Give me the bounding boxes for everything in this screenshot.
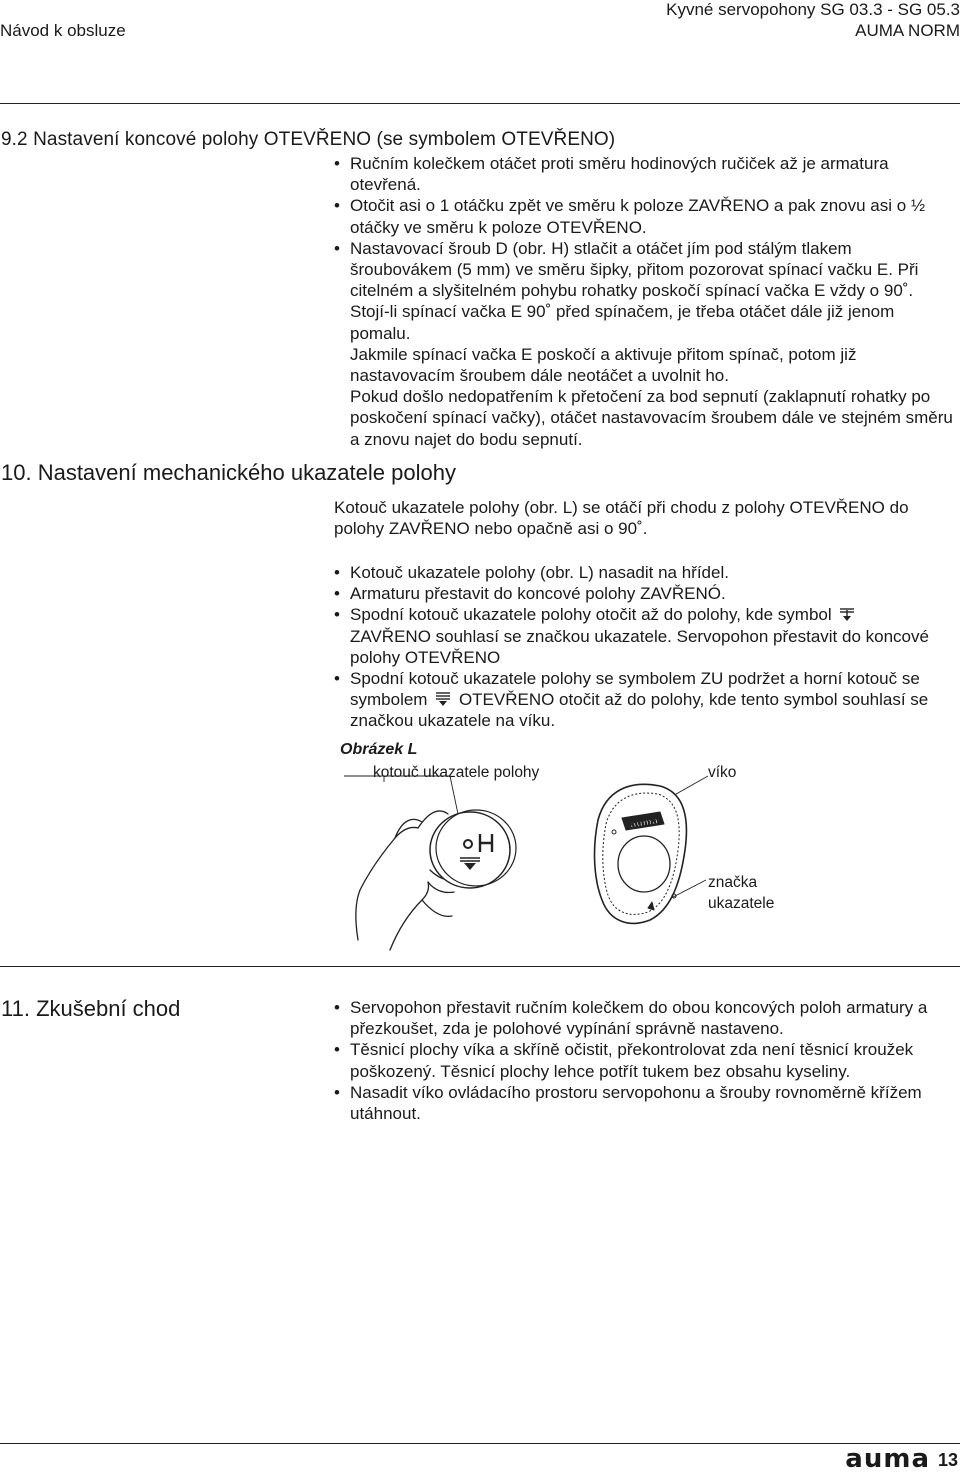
header-rule	[0, 103, 960, 104]
list-item: • Servopohon přestavit ručním kolečkem do obou koncových poloh armatury a přezkoušet, zda je polohové vypínání správně nastaveno.	[334, 997, 954, 1039]
label-indicator-disc: kotouč ukazatele polohy	[373, 764, 540, 781]
section-10-title: 10. Nastavení mechanického ukazatele polohy	[1, 460, 456, 485]
list-item: • Nastavovací šroub D (obr. H) stlačit a otáčet jím pod stálým tlakem šroubovákem (5 mm) ve směru šipky, přitom pozorovat spínací vačku E. Při citelném a slyšitelném pohybu rohatky poskočí spínací vačka E vždy o 90˚. Stojí-li spínací vačka E 90˚ před spínačem, je třeba otáčet dále již jenom pomalu.	[334, 238, 956, 344]
list-item-text: OTEVŘENO otočit až do polohy, kde tento symbol souhlasí se značkou ukazatele na víku.	[350, 690, 929, 731]
section-11-body	[334, 997, 954, 1124]
list-item	[334, 668, 954, 732]
list-item-text: ZAVŘENO souhlasí se značkou ukazatele. Servopohon přestavit do koncové polohy OTEVŘENO	[350, 626, 929, 667]
list-item-text: Spodní kotouč ukazatele polohy otočit až do polohy, kde symbol	[350, 605, 832, 625]
figure-caption: Obrázek L	[340, 741, 418, 758]
cover-brand-text: auma	[629, 816, 659, 831]
section-11-title: 11. Zkušební chod	[1, 996, 181, 1021]
section-9-2-body	[334, 153, 956, 450]
list-item: • Těsnicí plochy víka a skříně očistit, překontrolovat zda není těsnicí kroužek poškozený. Těsnicí plochy lehce potřít tukem bez obsahu kyseliny.	[334, 1039, 954, 1081]
list-item: • Ručním kolečkem otáčet proti směru hodinových ručiček až je armatura otevřená.	[334, 153, 956, 195]
product-line: AUMA NORM	[855, 21, 960, 40]
list-item	[334, 604, 954, 668]
paragraph: Pokud došlo nedopatřením k přetočení za bod sepnutí (zaklapnutí rohatky po poskočení spínací vačky), otáčet nastavovacím šroubem dále ve stejném směru a znovu najet do bodu sepnutí.	[350, 387, 953, 449]
section-10-bullets	[334, 562, 954, 732]
list-item: • Armaturu přestavit do koncové polohy ZAVŘENÓ.	[334, 583, 954, 604]
label-cover: víko	[708, 764, 737, 781]
paragraph: Jakmile spínací vačka E poskočí a aktivuje přitom spínač, potom již nastavovacím šroubem dále neotáčet a uvolnit ho.	[350, 344, 857, 386]
list-item-text: Spodní kotouč ukazatele polohy se symbolem ZU podržet a horní kotouč se symbolem	[350, 669, 920, 710]
cover-drawing	[595, 784, 687, 923]
manual-title: Návod k obsluze	[0, 21, 126, 40]
list-item: • Kotouč ukazatele polohy (obr. L) nasadit na hřídel.	[334, 562, 954, 583]
open-symbol-icon	[434, 691, 452, 707]
footer-rule	[0, 1443, 960, 1444]
indicator-disc-drawing	[430, 810, 516, 888]
leader-line-disc	[344, 776, 458, 814]
page-number: 13	[937, 1450, 958, 1470]
list-item: • Otočit asi o 1 otáčku zpět ve směru k poloze ZAVŘENO a pak znovu asi o ½ otáčky ve směru k poloze OTEVŘENO.	[334, 195, 956, 237]
closed-symbol-icon	[838, 606, 856, 622]
section-rule	[0, 966, 960, 967]
section-9-2-title: 9.2 Nastavení koncové polohy OTEVŘENO (se symbolem OTEVŘENO)	[1, 129, 616, 150]
section-10-intro: Kotouč ukazatele polohy (obr. L) se otáčí při chodu z polohy OTEVŘENO do polohy ZAVŘENO nebo opačně asi o 90˚.	[334, 498, 909, 539]
auma-logo: auma	[845, 1444, 930, 1474]
label-mark-line2: ukazatele	[708, 895, 775, 912]
label-mark-line1: značka	[708, 874, 758, 891]
list-item: • Nasadit víko ovládacího prostoru servopohonu a šrouby rovnoměrně křížem utáhnout.	[334, 1082, 954, 1124]
figure-illustration	[330, 740, 750, 960]
product-title: Kyvné servopohony SG 03.3 - SG 05.3	[666, 0, 960, 19]
